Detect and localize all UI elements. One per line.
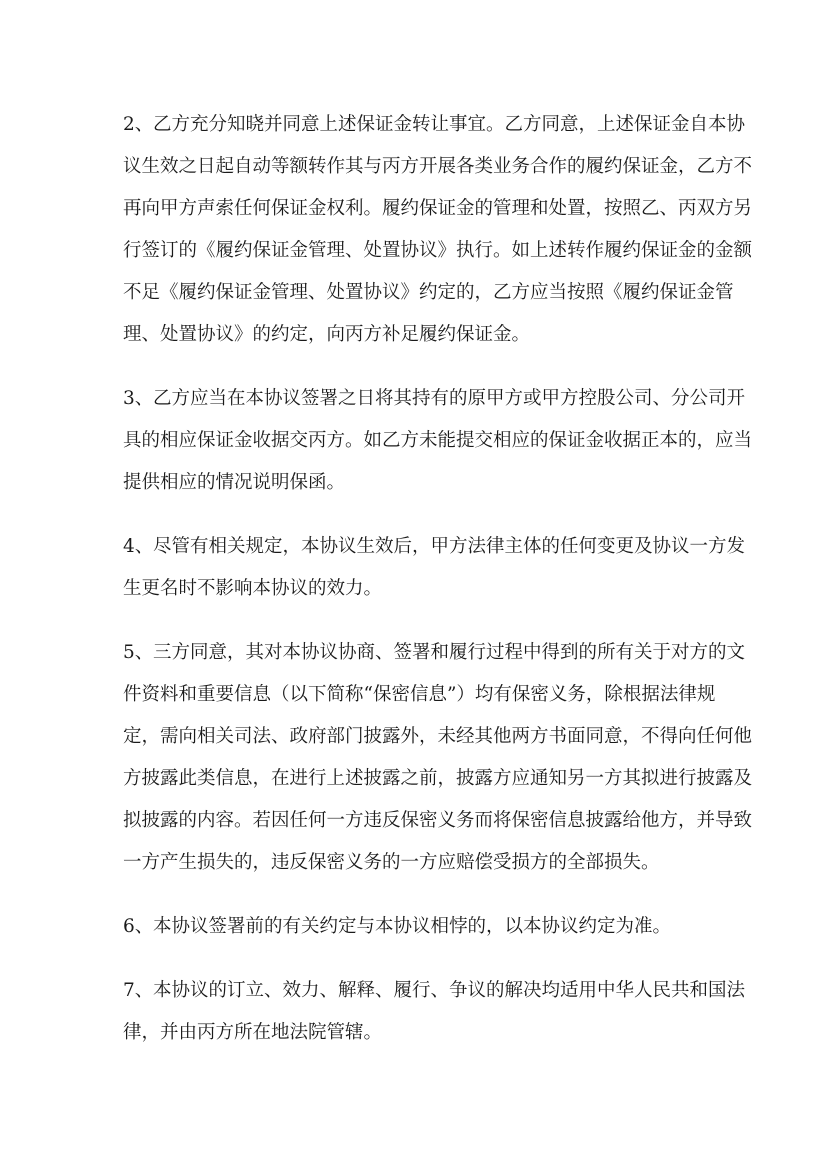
clause-text: 本协议签署前的有关约定与本协议相悖的，以本协议约定为准。 [153,916,672,937]
clause-paragraph [123,378,753,504]
clause-text: 乙方充分知晓并同意上述保证金转让事宜。乙方同意，上述保证金自本协 [153,114,746,135]
clause-line [123,462,701,504]
clause-text: 理、处置协议》的约定，向丙方补足履约保证金。 [123,324,531,345]
clause-text: 方披露此类信息，在进行上述披露之前，披露方应通知另一方其拟进行披露及 [123,768,753,789]
clause-number: 5、 [123,642,154,663]
clause-line [123,146,753,188]
clause-line [123,420,753,462]
clause-line [123,568,701,610]
clause-text: 三方同意，其对本协议协商、签署和履行过程中得到的所有关于对方的文 [153,642,746,663]
clause-line [123,632,746,674]
clause-line [123,716,753,758]
clause-line [123,230,753,272]
clause-text: 乙方应当在本协议签署之日将其持有的原甲方或甲方控股公司、分公司开 [153,388,746,409]
clause-line [123,272,734,314]
clause-line [123,970,746,1012]
clause-line [123,188,753,230]
clause-text: 再向甲方声索任何保证金权利。履约保证金的管理和处置，按照乙、丙双方另 [123,198,753,219]
clause-line [123,906,701,948]
clause-line [123,674,716,716]
clause-number: 4、 [123,536,154,557]
clause-text: 议生效之日起自动等额转作其与丙方开展各类业务合作的履约保证金，乙方不 [123,156,753,177]
clause-text: 不足《履约保证金管理、处置协议》约定的，乙方应当按照《履约保证金管 [123,282,734,303]
clause-text: 一方产生损失的，违反保密义务的一方应赔偿受损方的全部损失。 [123,852,660,873]
clause-text: 提供相应的情况说明保函。 [123,472,346,493]
clause-number: 7、 [123,980,154,1001]
clause-number: 2、 [123,114,154,135]
clause-paragraph [123,632,753,884]
clause-text: 件资料和重要信息（以下简称“保密信息”）均有保密义务，除根据法律规 [123,684,716,705]
clause-paragraph [123,970,746,1054]
clause-text: 律，并由丙方所在地法院管辖。 [123,1022,383,1043]
clause-number: 3、 [123,388,154,409]
clause-line [123,1012,701,1054]
clause-text: 定，需向相关司法、政府部门披露外，未经其他两方书面同意，不得向任何他 [123,726,753,747]
clause-paragraph [123,526,746,610]
clause-text: 行签订的《履约保证金管理、处置协议》执行。如上述转作履约保证金的金额 [123,240,753,261]
clause-line [123,842,701,884]
clause-paragraph [123,104,753,356]
clause-line [123,104,746,146]
clause-text: 生更名时不影响本协议的效力。 [123,578,383,599]
clause-text: 尽管有相关规定，本协议生效后，甲方法律主体的任何变更及协议一方发 [153,536,746,557]
clause-line [123,526,746,568]
clause-line [123,314,701,356]
clause-paragraph [123,906,701,948]
document-body [123,104,753,1076]
clause-line [123,800,753,842]
clause-line [123,758,753,800]
clause-line [123,378,746,420]
clause-text: 本协议的订立、效力、解释、履行、争议的解决均适用中华人民共和国法 [153,980,746,1001]
clause-text: 拟披露的内容。若因任何一方违反保密义务而将保密信息披露给他方，并导致 [123,810,753,831]
clause-text: 具的相应保证金收据交丙方。如乙方未能提交相应的保证金收据正本的，应当 [123,430,753,451]
clause-number: 6、 [123,916,154,937]
